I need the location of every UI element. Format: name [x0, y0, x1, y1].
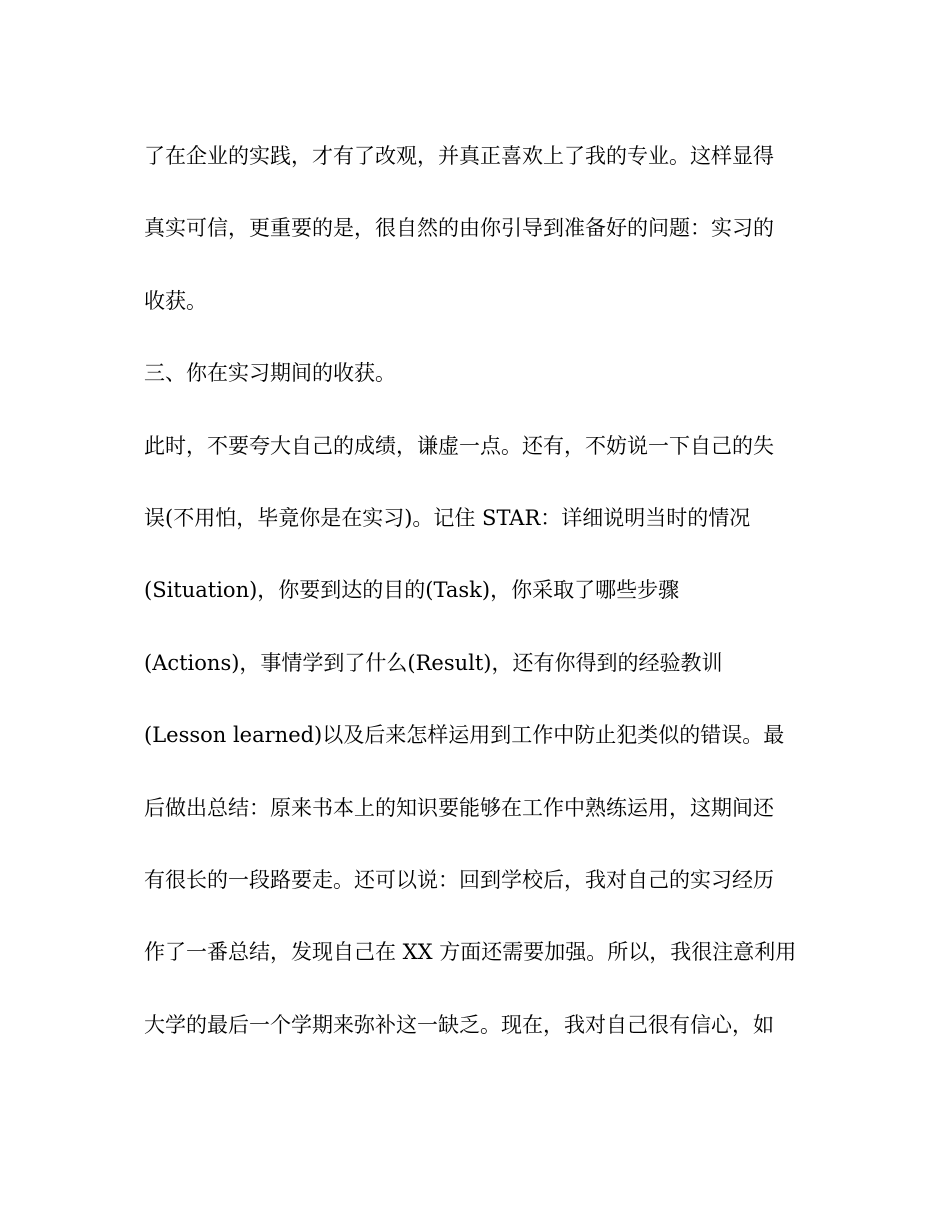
- paragraph-line-1: 了在企业的实践，才有了改观，并真正喜欢上了我的专业。这样显得: [144, 144, 774, 168]
- document-body: [144, 138, 824, 1079]
- paragraph-line-2: 真实可信，更重要的是，很自然的由你引导到准备好的问题：实习的: [144, 216, 774, 241]
- section-heading: 三、你在实习期间的收获。: [144, 361, 396, 386]
- paragraph-line-8: (Actions)，事情学到了什么(Result)，还有你得到的经验教训: [144, 650, 723, 675]
- paragraph-line-5: 此时，不要夸大自己的成绩，谦虚一点。还有，不妨说一下自己的失: [144, 433, 774, 458]
- paragraph-line-7: (Situation)，你要到达的目的(Task)，你采取了哪些步骤: [144, 578, 680, 603]
- paragraph-line-13: 大学的最后一个学期来弥补这一缺乏。现在，我对自己很有信心，如: [144, 1012, 774, 1037]
- paragraph-line-12: 作了一番总结，发现自己在 XX 方面还需要加强。所以，我很注意利用: [144, 940, 797, 965]
- paragraph-line-6: 误(不用怕，毕竟你是在实习)。记住 STAR：详细说明当时的情况: [144, 505, 751, 530]
- paragraph-line-10: 后做出总结：原来书本上的知识要能够在工作中熟练运用，这期间还: [144, 795, 774, 820]
- paragraph-line-3: 收获。: [144, 288, 207, 313]
- paragraph-line-11: 有很长的一段路要走。还可以说：回到学校后，我对自己的实习经历: [144, 867, 774, 892]
- paragraph-line-9: (Lesson learned)以及后来怎样运用到工作中防止犯类似的错误。最: [144, 723, 785, 748]
